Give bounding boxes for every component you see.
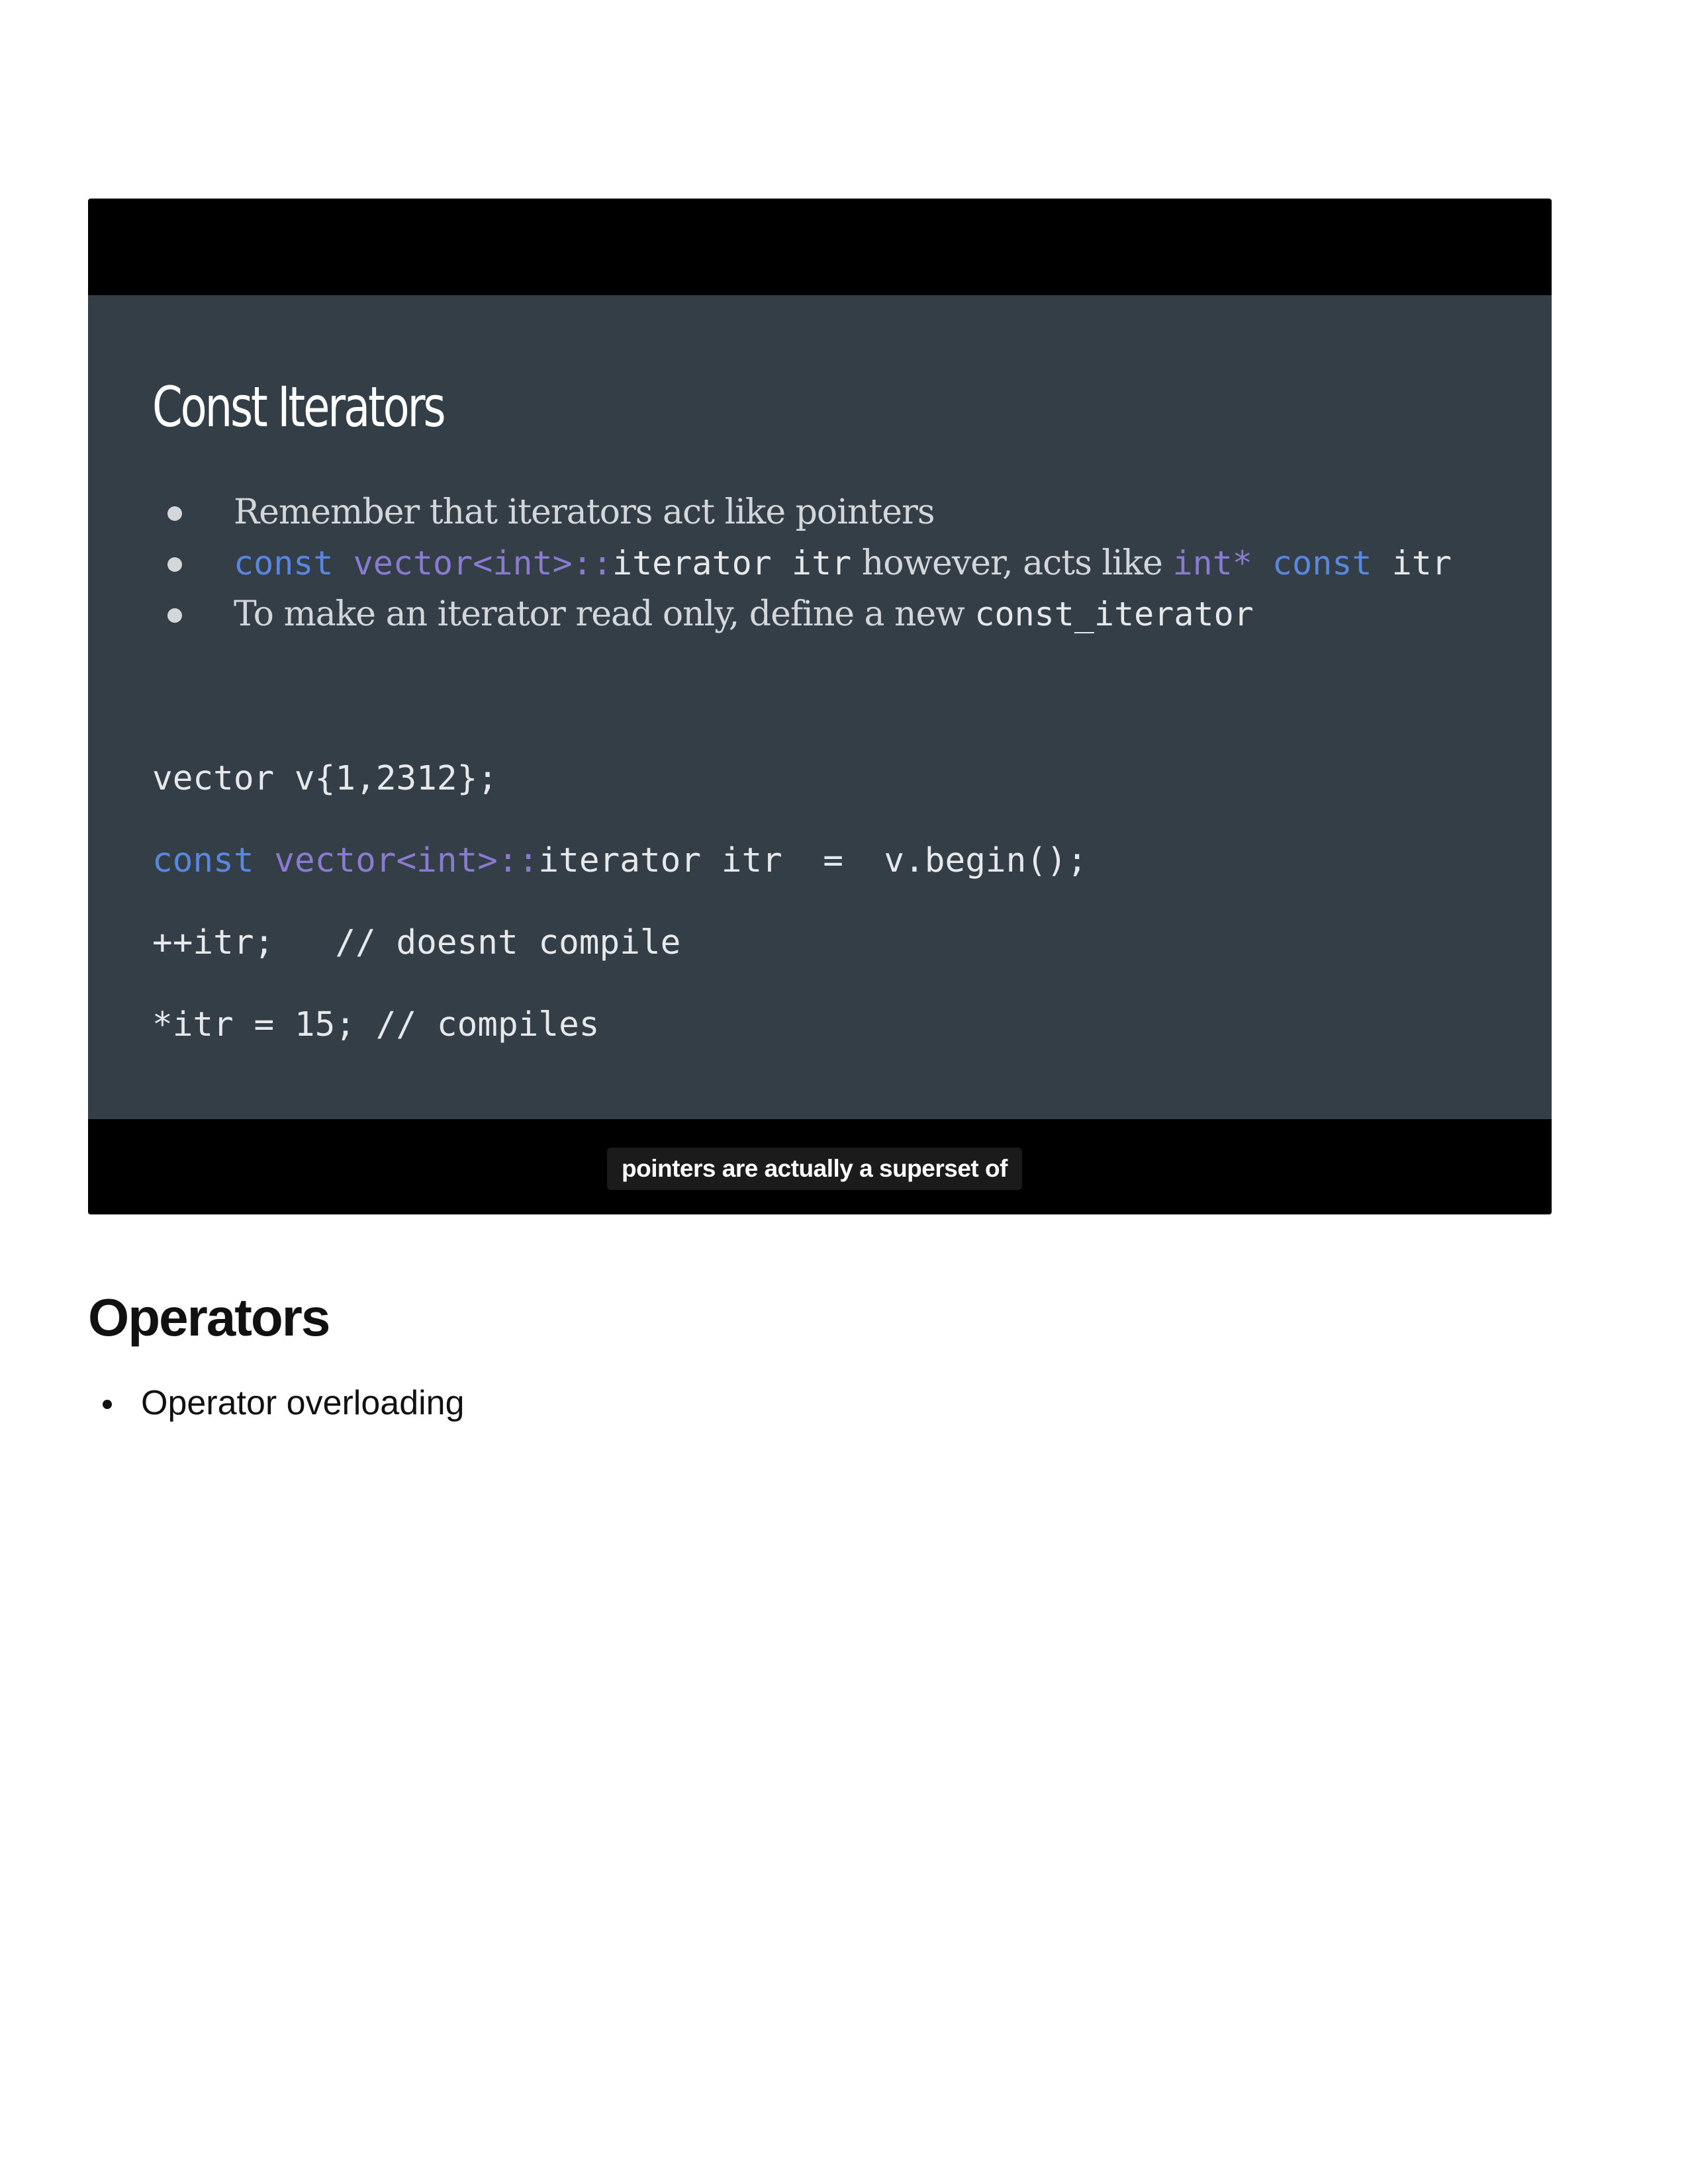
code-line: vector v{1,2312};	[152, 759, 498, 798]
bullet-text: Remember that iterators act like pointers	[234, 492, 935, 532]
code-identifier: iterator itr = v.begin();	[538, 841, 1088, 880]
slide	[88, 295, 1552, 1119]
code-identifier: itr	[1391, 544, 1452, 582]
code-keyword: const	[234, 544, 334, 582]
bullet-icon	[167, 506, 182, 521]
bullet-list	[88, 1377, 465, 1430]
video-caption: pointers are actually a superset of	[607, 1148, 1022, 1190]
code-type: vector<int>::	[353, 544, 612, 582]
code-line	[152, 837, 1087, 919]
code-line: *itr = 15; // compiles	[152, 1005, 600, 1044]
lecture-video-frame[interactable]	[88, 199, 1552, 1214]
bullet-icon	[167, 608, 182, 623]
caption-bar	[88, 1119, 1552, 1214]
code-type: vector<int>::	[274, 841, 539, 880]
slide-bullet	[167, 487, 1452, 538]
bullet-icon	[103, 1400, 112, 1409]
list-item	[88, 1377, 465, 1430]
list-item-text: Operator overloading	[141, 1384, 465, 1422]
code-line: ++itr; // doesnt compile	[152, 923, 681, 962]
code-keyword: const	[1272, 544, 1372, 582]
slide-title: Const Iterators	[152, 375, 444, 439]
code-identifier: iterator itr	[612, 544, 852, 582]
bullet-text: To make an iterator read only, define a new	[234, 594, 975, 634]
code-identifier: const_iterator	[974, 595, 1254, 633]
slide-bullet	[167, 538, 1452, 589]
bullet-icon	[167, 557, 182, 572]
code-type: int*	[1172, 544, 1252, 582]
slide-bullet-list	[167, 487, 1452, 640]
code-block	[152, 755, 1087, 1083]
section-heading: Operators	[88, 1288, 330, 1347]
code-keyword: const	[152, 841, 254, 880]
bullet-text: however, acts like	[851, 543, 1173, 583]
slide-bullet	[167, 589, 1452, 640]
